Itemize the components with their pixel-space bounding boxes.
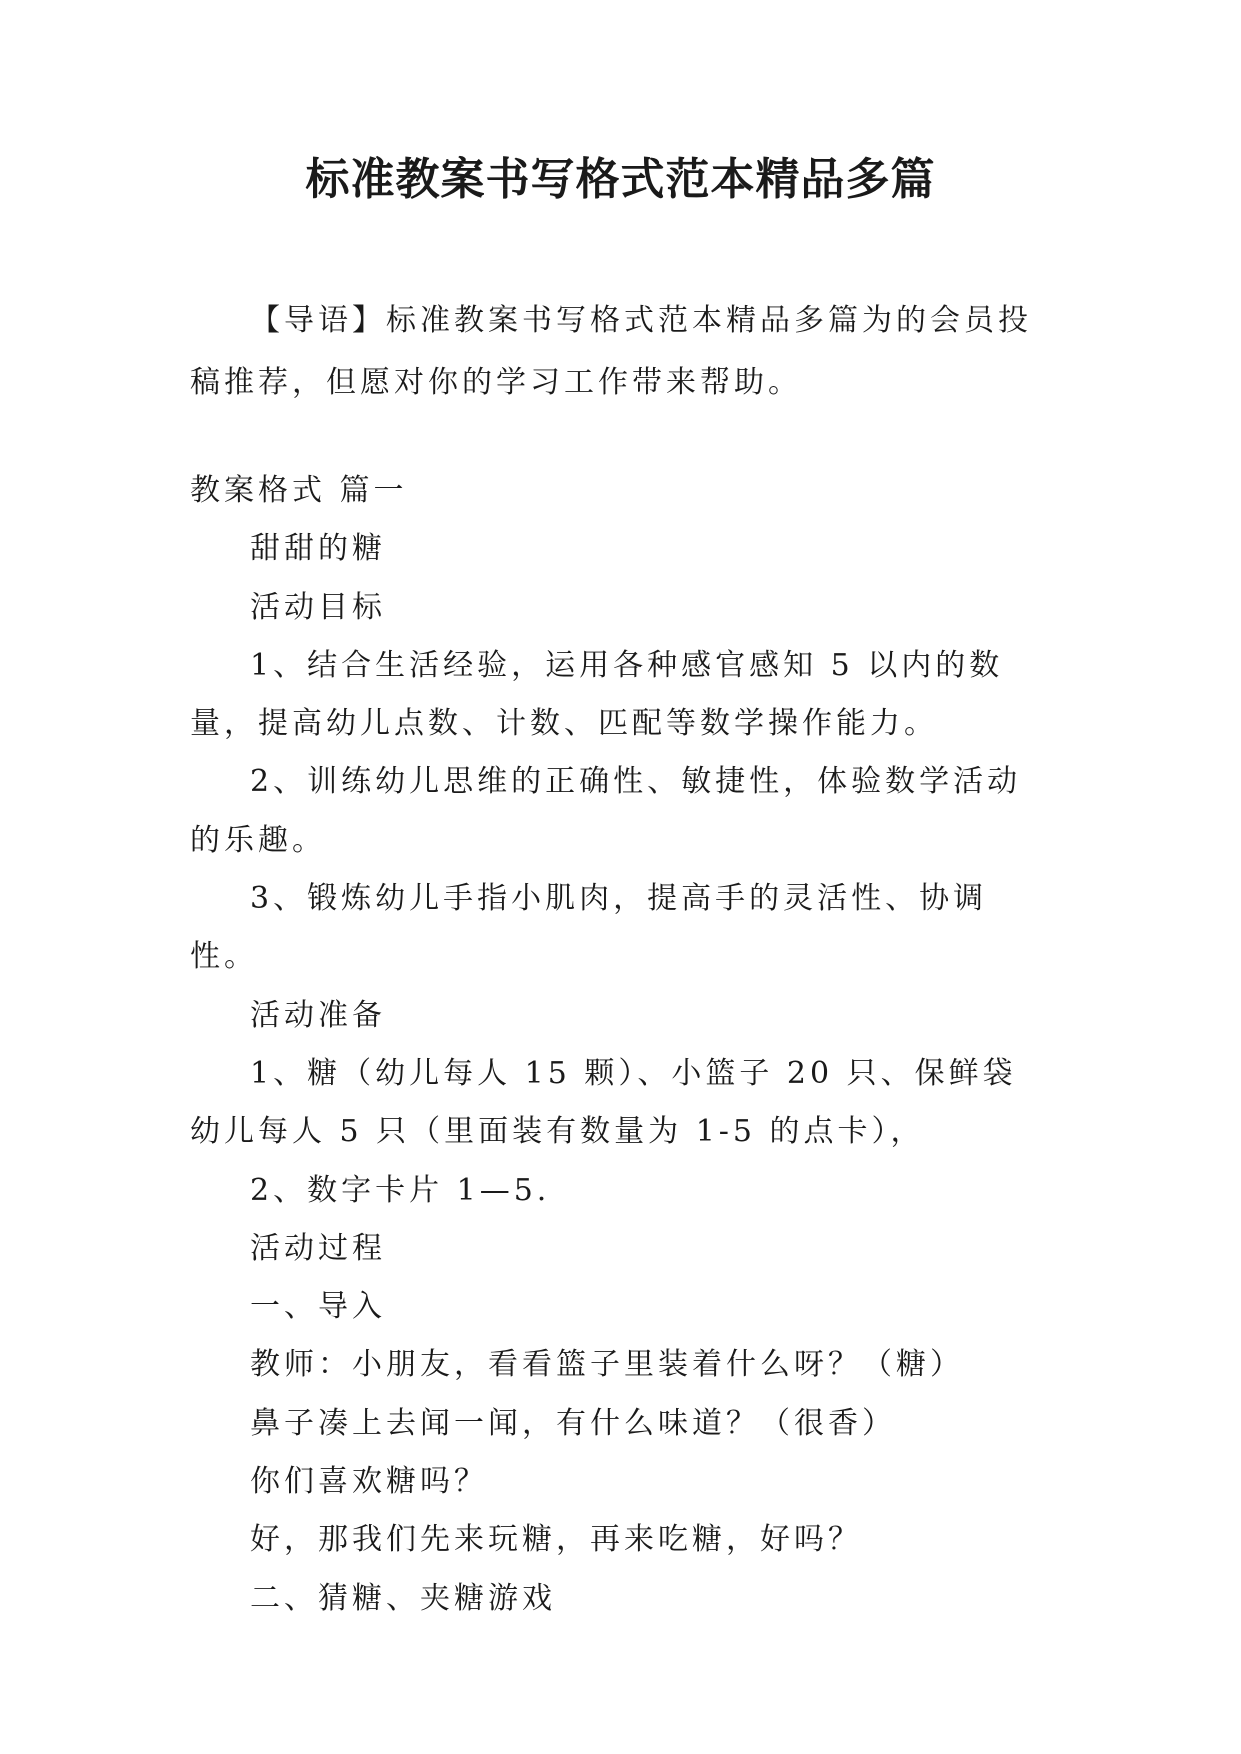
document-title: 标准教案书写格式范本精品多篇 xyxy=(305,154,936,205)
paragraph: 一、导入 xyxy=(250,1289,386,1325)
paragraph: 教师：小朋友，看看篮子里装着什么呀？（糖） xyxy=(250,1347,964,1383)
document-body xyxy=(190,462,1050,1628)
paragraph: 甜甜的糖 xyxy=(250,531,386,567)
section-heading: 教案格式 篇一 xyxy=(190,473,408,508)
intro-paragraph: 【导语】标准教案书写格式范本精品多篇为的会员投稿推荐，但愿对你的学习工作带来帮助。 xyxy=(190,303,1032,400)
paragraph: 二、猜糖、夹糖游戏 xyxy=(250,1580,556,1616)
paragraph: 活动过程 xyxy=(250,1230,386,1266)
paragraph: 2、训练幼儿思维的正确性、敏捷性，体验数学活动的乐趣。 xyxy=(190,764,1022,858)
paragraph: 你们喜欢糖吗？ xyxy=(250,1464,488,1500)
paragraph: 活动目标 xyxy=(250,589,386,625)
paragraph: 1、糖（幼儿每人 15 颗）、小篮子 20 只、保鲜袋幼儿每人 5 只（里面装有数量为 1-5 的点卡）， xyxy=(190,1055,1017,1150)
paragraph: 3、锻炼幼儿手指小肌肉，提高手的灵活性、协调性。 xyxy=(190,881,988,975)
paragraph: 活动准备 xyxy=(250,997,386,1033)
paragraph: 鼻子凑上去闻一闻，有什么味道？（很香） xyxy=(250,1405,896,1441)
paragraph: 1、结合生活经验，运用各种感官感知 5 以内的数量，提高幼儿点数、计数、匹配等数学操作能力。 xyxy=(190,647,1004,742)
paragraph: 好，那我们先来玩糖，再来吃糖，好吗？ xyxy=(250,1522,862,1558)
paragraph: 2、数字卡片 1—5. xyxy=(250,1172,551,1208)
